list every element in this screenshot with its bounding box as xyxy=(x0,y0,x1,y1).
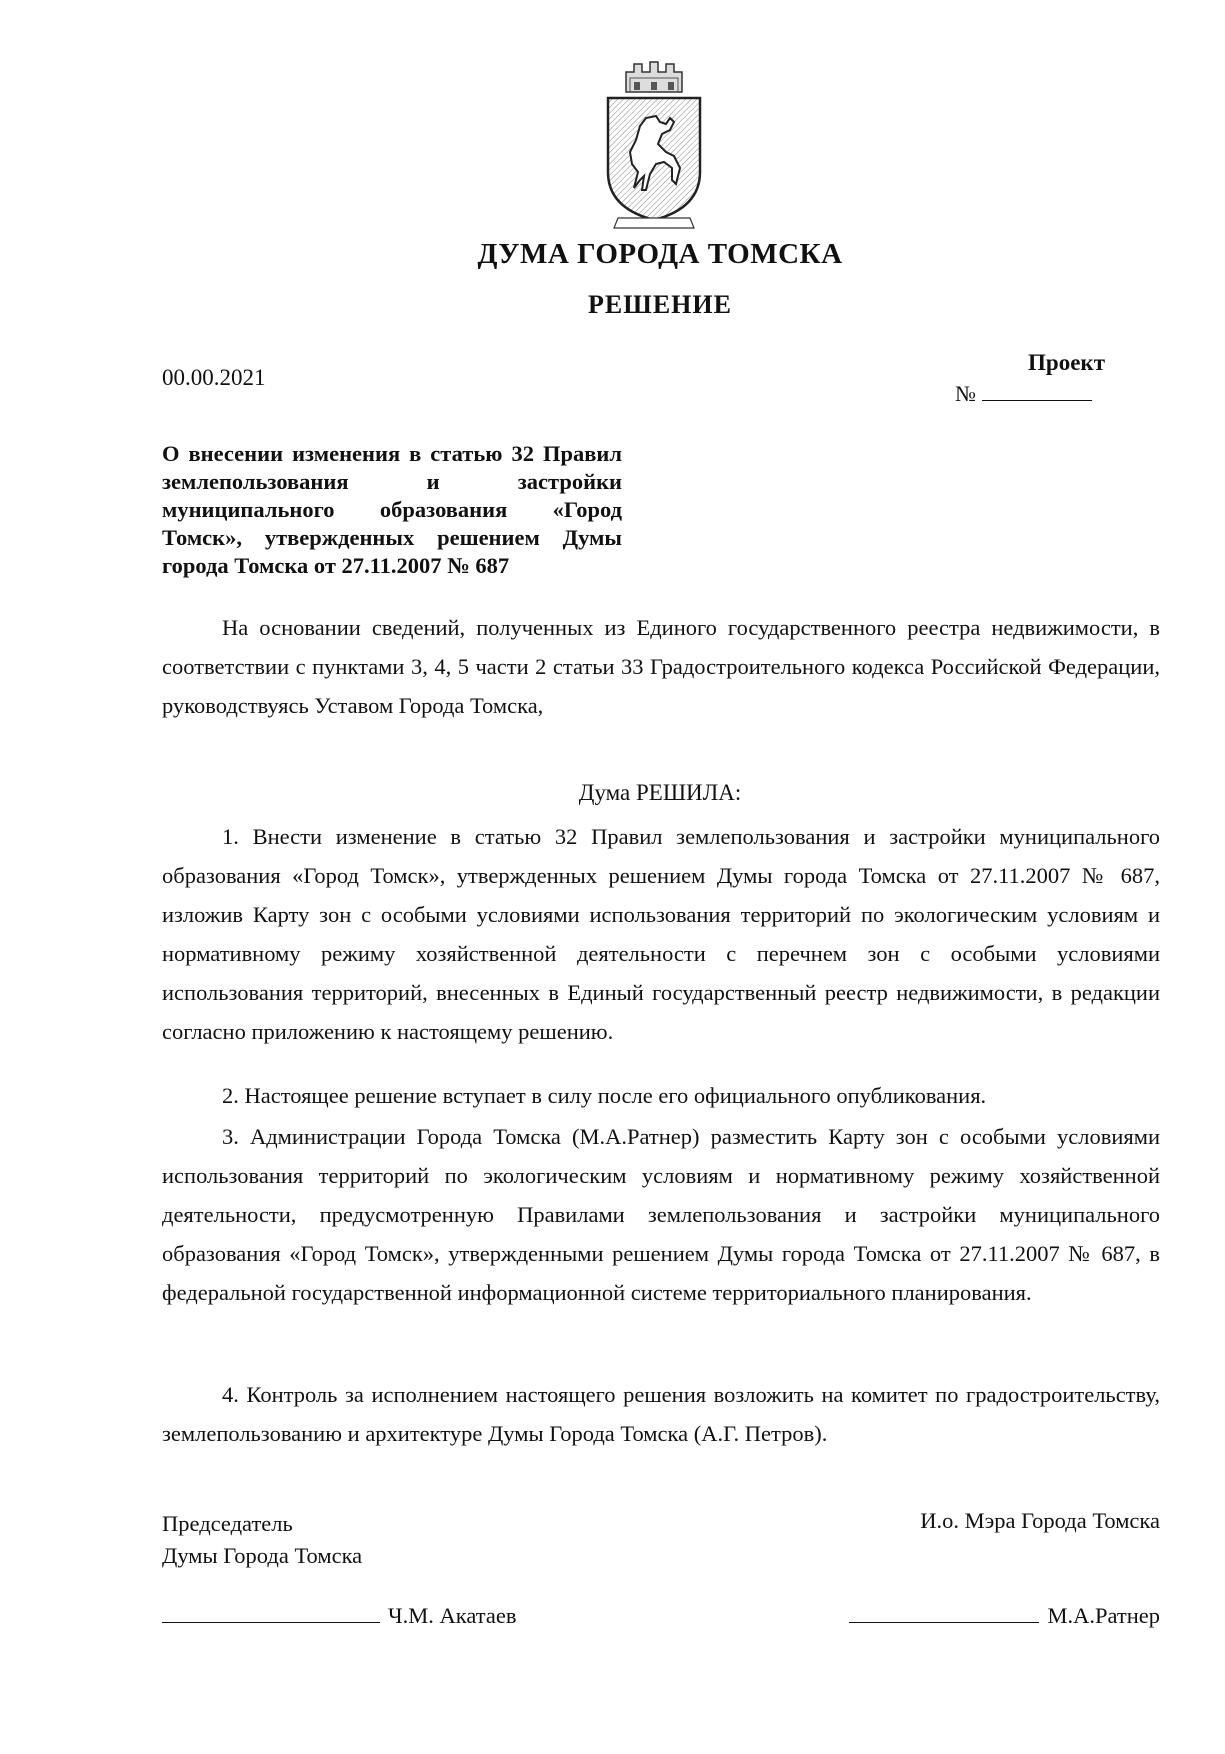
mayor-signature-line xyxy=(849,1600,1039,1623)
number-label: № xyxy=(955,381,976,406)
basis-paragraph: На основании сведений, полученных из Единого государственного реестра недвижимости, в соответствии с пунктами 3, 4, 5 части 2 статьи 33 Градостроительного кодекса Российской Федерации, руководствуясь Уставом Города Томска, xyxy=(162,615,1160,718)
decision-item-4: 4. Контроль за исполнением настоящего решения возложить на комитет по градостроительству, землепользованию и архитектуре Думы Города Томска (А.Г. Петров). xyxy=(162,1382,1160,1446)
chairman-title-line2: Думы Города Томска xyxy=(162,1543,363,1568)
decision-item-2: 2. Настоящее решение вступает в силу после его официального опубликования. xyxy=(222,1083,987,1108)
mayor-signature xyxy=(849,1600,1160,1629)
chairman-name: Ч.М. Акатаев xyxy=(388,1603,517,1628)
decision-item-3: 3. Администрации Города Томска (М.А.Ратнер) разместить Карту зон с особыми условиями использования территорий по экологическим условиям и нормативному режиму хозяйственной деятельности, предусмотренную Правилами землепользования и застройки муниципального образования «Город Томск», утвержденными решением Думы города Томска от 27.11.2007 № 687, в федеральной государственной информационной системе территориального планирования. xyxy=(162,1124,1160,1305)
tomsk-coat-of-arms-icon xyxy=(600,60,708,235)
chairman-signature-line xyxy=(162,1600,380,1623)
decided-heading: Дума РЕШИЛА: xyxy=(578,780,742,805)
mayor-name: М.А.Ратнер xyxy=(1047,1603,1160,1628)
chairman-title xyxy=(162,1508,362,1572)
project-label: Проект xyxy=(1028,350,1105,375)
chairman-title-line1: Председатель xyxy=(162,1511,293,1536)
organization-title: ДУМА ГОРОДА ТОМСКА xyxy=(477,238,843,270)
document-subject: О внесении изменения в статью 32 Правил землепользования и застройки муниципального образования «Город Томск», утвержденных решением Думы города Томска от 27.11.2007 № 687 xyxy=(162,441,622,578)
document-date: 00.00.2021 xyxy=(162,365,266,390)
document-number xyxy=(955,380,1105,407)
document-type-title: РЕШЕНИЕ xyxy=(588,290,732,319)
chairman-signature xyxy=(162,1600,516,1629)
mayor-title: И.о. Мэра Города Томска xyxy=(920,1508,1160,1533)
number-blank-line xyxy=(982,380,1092,401)
decision-item-1: 1. Внести изменение в статью 32 Правил землепользования и застройки муниципального образования «Город Томск», утвержденных решением Думы города Томска от 27.11.2007 № 687, изложив Карту зон с особыми условиями использования территорий по экологическим условиям и нормативному режиму хозяйственной деятельности с перечнем зон с особыми условиями использования территорий, внесенных в Единый государственный реестр недвижимости, в редакции согласно приложению к настоящему решению. xyxy=(162,824,1160,1044)
